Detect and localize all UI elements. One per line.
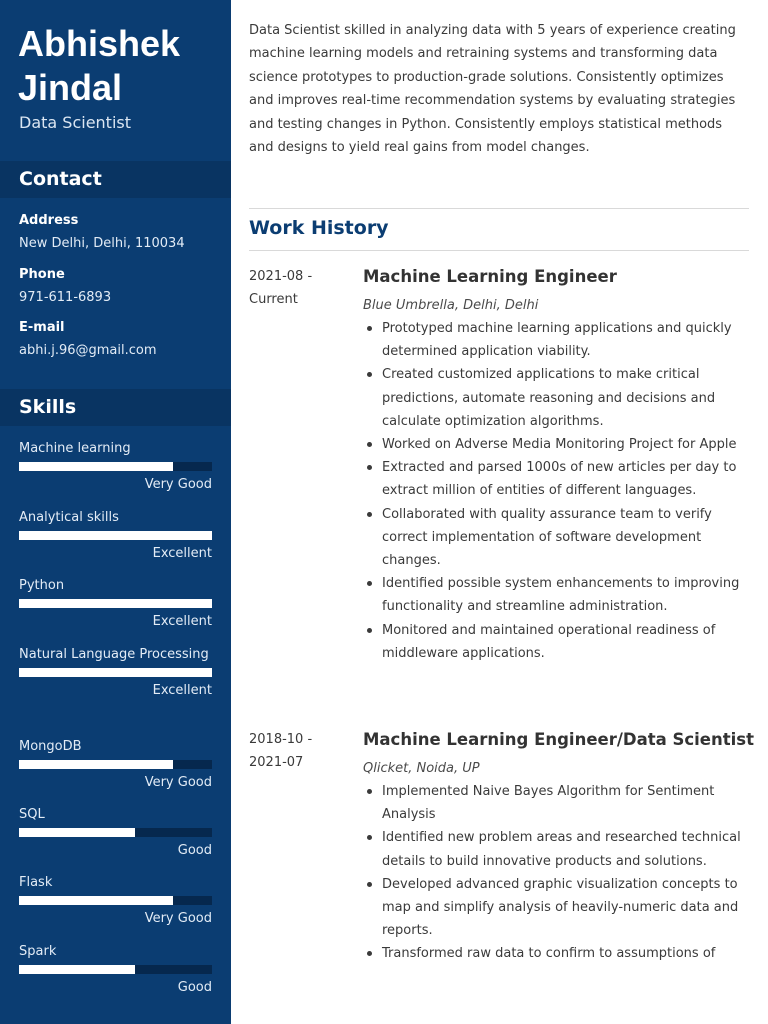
skill-name: Spark [19, 944, 57, 959]
job-bullet: Collaborated with quality assurance team to verify correct implementation of software development changes. [363, 503, 749, 573]
job-bullet: Identified new problem areas and researched technical details to build innovative products and solutions. [363, 826, 749, 872]
job-date-end: Current [249, 292, 298, 307]
skill-bar-fill [19, 965, 135, 974]
skill-level: Excellent [152, 683, 212, 698]
skill-bar [19, 896, 212, 905]
first-name: Abhishek [18, 23, 181, 64]
skills-heading: Skills [0, 389, 231, 426]
job-role: Machine Learning Engineer/Data Scientist [363, 730, 754, 749]
skill-name: Python [19, 578, 65, 593]
job-bullets [363, 317, 749, 665]
skill-bar-fill [19, 760, 173, 769]
job-bullet: Identified possible system enhancements to improving functionality and streamline administration. [363, 572, 749, 618]
job-role: Machine Learning Engineer [363, 267, 617, 286]
skill-level: Very Good [144, 477, 212, 492]
skill-level: Excellent [152, 614, 212, 629]
skill-name: Natural Language Processing [19, 647, 209, 662]
skill-bar [19, 668, 212, 677]
email-label: E-mail [19, 320, 65, 335]
job-date-start: 2018-10 - [249, 732, 313, 747]
skill-level: Very Good [144, 911, 212, 926]
phone-value: 971-611-6893 [19, 290, 112, 305]
skill-item [19, 735, 212, 790]
job-details [363, 265, 749, 665]
job-bullet: Extracted and parsed 1000s of new articles per day to extract million of entities of different languages. [363, 456, 749, 502]
contact-heading: Contact [0, 161, 231, 198]
job-dates [249, 265, 349, 311]
skill-level: Good [177, 843, 212, 858]
last-name: Jindal [18, 67, 123, 108]
job-title: Data Scientist [19, 113, 131, 132]
skill-name: Machine learning [19, 441, 131, 456]
skill-bar-fill [19, 828, 135, 837]
skill-bar [19, 599, 212, 608]
section-divider [249, 250, 749, 251]
skill-item [19, 437, 212, 492]
skill-item [19, 506, 212, 561]
address-value: New Delhi, Delhi, 110034 [19, 236, 185, 251]
skill-item [19, 871, 212, 926]
skill-bar [19, 462, 212, 471]
job-bullet: Implemented Naive Bayes Algorithm for Sentiment Analysis [363, 780, 749, 826]
job-details [363, 728, 754, 966]
skill-item [19, 574, 212, 629]
candidate-name [18, 22, 223, 110]
email-value: abhi.j.96@gmail.com [19, 343, 157, 358]
job-bullet: Prototyped machine learning applications and quickly determined application viability. [363, 317, 749, 363]
phone-label: Phone [19, 267, 65, 282]
job-bullet: Transformed raw data to confirm to assumptions of [363, 942, 749, 965]
skill-level: Very Good [144, 775, 212, 790]
profile-summary: Data Scientist skilled in analyzing data with 5 years of experience creating machine learning models and retraining systems and transforming data science prototypes to production-grade solutions. Consistently optimizes and improves real-time recommendation systems by evaluating strategies and testing changes in Python. Consistently employs statistical methods and designs to yield real gains from model changes. [249, 23, 736, 156]
skill-item [19, 643, 212, 698]
skill-bar-fill [19, 896, 173, 905]
skill-bar [19, 828, 212, 837]
work-history-heading: Work History [249, 217, 389, 239]
skill-name: SQL [19, 807, 45, 822]
job-bullets [363, 780, 749, 966]
skill-bar-fill [19, 599, 212, 608]
skill-level: Good [177, 980, 212, 995]
skill-level: Excellent [152, 546, 212, 561]
job-dates [249, 728, 349, 774]
skill-bar [19, 965, 212, 974]
job-date-start: 2021-08 - [249, 269, 313, 284]
job-bullet: Created customized applications to make critical predictions, automate reasoning and decisions and calculate optimization algorithms. [363, 363, 749, 433]
skill-bar [19, 760, 212, 769]
job-bullet: Developed advanced graphic visualization concepts to map and simplify analysis of heavily-numeric data and reports. [363, 873, 749, 943]
job-date-end: 2021-07 [249, 755, 304, 770]
section-divider [249, 208, 749, 209]
job-bullet: Worked on Adverse Media Monitoring Project for Apple [363, 433, 749, 456]
skill-item [19, 940, 212, 995]
skill-bar-fill [19, 668, 212, 677]
sidebar [0, 0, 231, 1024]
skill-bar-fill [19, 462, 173, 471]
skill-name: MongoDB [19, 739, 82, 754]
skill-bar [19, 531, 212, 540]
skill-name: Flask [19, 875, 53, 890]
skill-name: Analytical skills [19, 510, 119, 525]
job-company: Blue Umbrella, Delhi, Delhi [363, 298, 539, 313]
skill-item [19, 803, 212, 858]
skill-bar-fill [19, 531, 212, 540]
job-bullet: Monitored and maintained operational readiness of middleware applications. [363, 619, 749, 665]
address-label: Address [19, 213, 79, 228]
job-company: Qlicket, Noida, UP [363, 761, 480, 776]
